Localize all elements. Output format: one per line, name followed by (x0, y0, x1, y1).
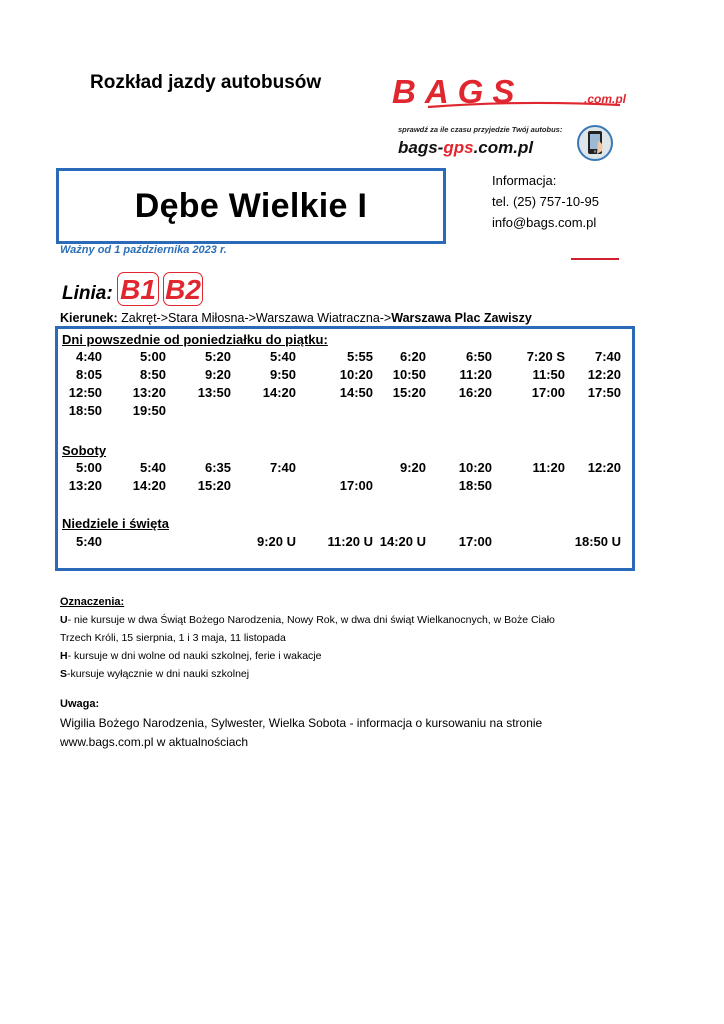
bags-logo-suffix: .com.pl (584, 92, 627, 106)
departure-time: 10:50 (392, 367, 426, 382)
direction (60, 311, 532, 325)
stop-name-box (56, 168, 446, 244)
saturdays-heading: Soboty (62, 443, 107, 458)
departure-time: 11:50 (532, 367, 565, 382)
line-badge-b1: B1 (117, 272, 159, 306)
departure-time: 10:20 (339, 367, 373, 382)
departure-time: 18:50 (458, 478, 492, 493)
departure-time: 17:00 (339, 478, 373, 493)
departure-time: 17:50 (587, 385, 621, 400)
departure-time: 5:40 (269, 349, 296, 364)
direction-route: Zakręt->Stara Miłosna->Warszawa Wiatraczna-> (117, 311, 392, 325)
red-divider (571, 258, 619, 260)
departure-time: 10:20 (458, 460, 492, 475)
legend-item-u-continued: Trzech Króli, 15 sierpnia, 1 i 3 maja, 11 listopada (60, 632, 286, 644)
departure-time: 13:50 (197, 385, 231, 400)
departure-time: 16:20 (458, 385, 492, 400)
departure-time: 11:20 U (327, 534, 373, 549)
departure-time: 12:20 (587, 460, 621, 475)
legend-item-u: U- nie kursuje w dwa Świąt Bożego Narodzenia, Nowy Rok, w dwa dni świąt Wielkanocnych, w Boże Ciało (60, 614, 555, 626)
departure-time: 13:20 (132, 385, 166, 400)
departure-time: 15:20 (197, 478, 231, 493)
departure-time: 14:20 (132, 478, 166, 493)
gps-site-part2: gps (443, 138, 474, 157)
departure-time: 9:50 (269, 367, 296, 382)
departure-time: 13:20 (68, 478, 102, 493)
departure-time: 18:50 U (574, 534, 621, 549)
departure-time: 12:50 (68, 385, 102, 400)
gps-tagline: sprawdź za ile czasu przyjedzie Twój autobus: (398, 125, 563, 134)
departure-time: 12:20 (587, 367, 621, 382)
gps-site-part3: .com.pl (473, 138, 534, 157)
line-label: Linia: (62, 283, 113, 304)
departure-time: 8:50 (139, 367, 166, 382)
departure-time: 7:40 (594, 349, 621, 364)
gps-site-logo (398, 134, 573, 158)
info-email: info@bags.com.pl (492, 215, 597, 230)
validity-date: Ważny od 1 października 2023 r. (60, 244, 227, 256)
note-heading: Uwaga: (60, 698, 100, 710)
departure-time: 7:40 (269, 460, 296, 475)
departure-time: 11:20 (459, 367, 492, 382)
departure-time: 6:20 (399, 349, 426, 364)
schedule-box (55, 326, 635, 571)
departure-time: 8:05 (75, 367, 102, 382)
departure-time: 17:00 (458, 534, 492, 549)
legend-item-s: S-kursuje wyłącznie w dni nauki szkolnej (60, 668, 250, 680)
departure-time: 17:00 (531, 385, 565, 400)
phone-icon (576, 124, 614, 162)
departure-time: 19:50 (132, 403, 166, 418)
bags-logo-text: BAGS (392, 74, 524, 110)
departure-time: 4:40 (75, 349, 102, 364)
departure-time: 6:35 (204, 460, 231, 475)
departure-time: 5:40 (139, 460, 166, 475)
direction-label: Kierunek: (60, 311, 118, 325)
departure-time: 5:00 (75, 460, 102, 475)
document-title: Rozkład jazdy autobusów (90, 72, 322, 93)
departure-time: 5:55 (346, 349, 373, 364)
legend-heading: Oznaczenia: (60, 596, 125, 608)
departure-time: 14:20 U (379, 534, 426, 549)
departure-time: 9:20 (204, 367, 231, 382)
departure-time: 9:20 U (256, 534, 296, 549)
stop-name: Dębe Wielkie I (134, 186, 368, 225)
departure-time: 6:50 (465, 349, 492, 364)
note-text: Wigilia Bożego Narodzenia, Sylwester, Wielka Sobota - informacja o kursowaniu na stronie www.bags.com.pl w aktualnościach (60, 716, 543, 749)
legend-item-h: H- kursuje w dni wolne od nauki szkolnej, ferie i wakacje (60, 650, 322, 662)
departure-time: 5:20 (204, 349, 231, 364)
info-label: Informacja: (492, 173, 557, 188)
departure-time: 14:50 (339, 385, 373, 400)
departure-time: 18:50 (68, 403, 102, 418)
departure-time: 7:20 S (526, 349, 565, 364)
departure-time: 15:20 (392, 385, 426, 400)
departure-time: 11:20 (532, 460, 565, 475)
contact-info (492, 170, 599, 233)
direction-destination: Warszawa Plac Zawiszy (391, 311, 532, 325)
line-badge-b2: B2 (163, 272, 203, 306)
info-phone: tel. (25) 757-10-95 (492, 194, 599, 209)
departure-time: 14:20 (262, 385, 296, 400)
departure-time: 9:20 (399, 460, 426, 475)
departure-time: 5:00 (139, 349, 166, 364)
svg-text:bags-gps.com.pl (398, 138, 534, 157)
bags-logo (388, 74, 648, 110)
departure-time: 5:40 (75, 534, 102, 549)
sundays-heading: Niedziele i święta (62, 516, 169, 531)
weekdays-heading: Dni powszednie od poniedziałku do piątku: (62, 332, 328, 347)
gps-site-part1: bags- (398, 138, 444, 157)
